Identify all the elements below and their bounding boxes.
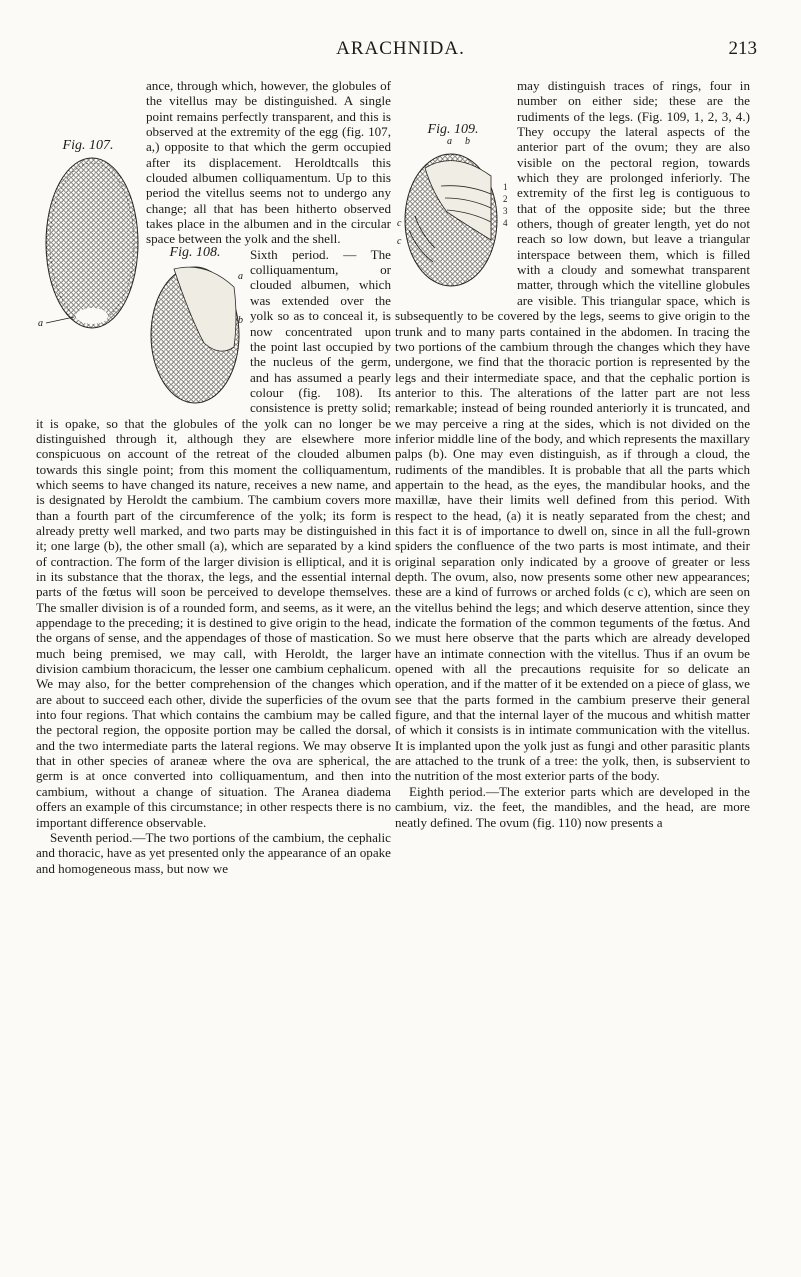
- figure-108: [146, 244, 244, 407]
- running-header: [0, 38, 801, 68]
- figure-109-marker-2: 2: [503, 194, 508, 204]
- figure-109-marker-4: 4: [503, 218, 508, 228]
- left-column: [36, 78, 391, 876]
- left-paragraph-2: Sixth period. — The colliquamentum, or clouded albumen, which was extended over the yolk so as to conceal it, is now concentrated upon the point last occupied by the nucleus of the germ, and has assumed a pearly colour (fig. 108). Its consistence is pretty solid; it is opake, so that the globules of the yolk can no longer be distinguished through it, although they are elsewhere more conspicuous on account of the retreat of the clouded albumen towards this single point; from this moment the colliquamentum, which seems to have changed its nature, receives a new name, and is designated by Heroldt the cambium. The cambium covers more than a fourth part of the circumference of the yolk; its form is already pretty well marked, and two parts may be distinguished in it; one large (b), the other small (a), which are separated by a kind of contraction. The form of the larger division is elliptical, and it is in its substance that the thorax, the legs, and the essential internal parts of the fœtus will soon be perceived to develope themselves. The smaller division is of a rounded form, and seems, as it were, an appendage to the preceding; it is destined to give origin to the head, the organs of sense, and the appendages of those of mastication. So much being premised, we may call, with Heroldt, the larger division cambium thoracicum, the lesser one cambium cephalicum. We may also, for the better comprehension of the changes which are about to succeed each other, divide the superficies of the ovum into four regions. That which contains the cambium may be called the pectoral region, the opposite portion may be called the dorsal, and the two intermediate parts the lateral regions. We may observe that in other species of araneæ where the ova are spherical, the germ is at once converted into colliquamentum, and then into cambium, without a change of situation. The Aranea diadema offers an example of this circumstance; in other respects there is no important difference observable.: [36, 246, 391, 830]
- egg-illustration-109: [395, 124, 511, 294]
- left-paragraph-3: Seventh period.—The two portions of the cambium, the cephalic and thoracic, have as yet presented only the appearance of an opake and homogeneous mass, but now we: [36, 829, 391, 876]
- figure-108-label: Fig. 108.: [169, 244, 221, 260]
- egg-illustration-107: [36, 140, 140, 332]
- figure-109-marker-b: b: [465, 136, 470, 147]
- right-column: [395, 78, 750, 830]
- running-title: ARACHNIDA.: [336, 38, 465, 59]
- page-number: 213: [728, 38, 757, 59]
- figure-109-marker-3: 3: [503, 206, 508, 216]
- egg-illustration-108: [146, 244, 244, 407]
- figure-107-marker-a: a: [38, 318, 43, 329]
- figure-109-marker-1: 1: [503, 182, 508, 192]
- figure-109-marker-c1: c: [397, 218, 402, 229]
- left-paragraph-1: ance, through which, however, the globules of the vitellus may be distinguished. A single point remains perfectly transparent, and this is observed at the extremity of the egg (fig. 107, a,) opposite to that which the germ occupied after its displacement. Heroldtcalls this clouded albumen colliquamentum. Up to this period the vitellus seems not to undergo any change; all that has been hitherto observed takes place in the albumen and in the circular space between the yolk and the shell.: [146, 78, 391, 247]
- right-paragraph-2: Eighth period.—The exterior parts which are developed in the cambium, viz. the feet, the mandibles, and the head, are more neatly defined. The ovum (fig. 110) now presents a: [395, 783, 750, 830]
- figure-109: [395, 124, 511, 294]
- figure-109-marker-c2: c: [397, 236, 402, 247]
- figure-109-marker-a: a: [447, 136, 452, 147]
- figure-107: [36, 140, 140, 332]
- figure-107-label: Fig. 107.: [62, 138, 114, 153]
- right-paragraph-1: may distinguish traces of rings, four in number on either side; these are the rudiments of the legs. (Fig. 109, 1, 2, 3, 4.) They occupy the lateral aspects of the anterior part of the ovum; they are also visible on the pectoral region, towards which they are prolonged inferiorly. The extremity of the first leg is contiguous to that of the opposite side; but the three others, though of greater length, yet do not reach so low down, but leave a triangular interspace between them, which is filled with a cloudy and somewhat transparent matter, through which the vitelline globules are visible. This triangular space, which is subsequently to be covered by the legs, seems to give origin to the trunk and to many parts contained in the abdomen. In tracing the two portions of the cambium through the changes which they have undergone, we find that the thoracic portion is represented by the legs and their intermediate space, and that the cephalic portion is anterior to this. The alterations of the latter part are not less remarkable; instead of being rounded anteriorly it is truncated, and we may perceive a ring at the sides, which is not divided on the inferior middle line of the body, and which represents the maxillary palps (b). One may even distinguish, as if through a cloud, the rudiments of the mandibles. It is probable that all the parts which appertain to the head, as the eyes, the mandibular hooks, and the maxillæ, have their limits well defined from this period. With respect to the head, (a) it is neatly separated from the chest; and this fact it is of importance to dwell on, since in all the full-grown spiders the confluence of the two parts is most intimate, and their original separation only indicated by a groove of greater or less depth. The ovum, also, now presents some other new appearances; these are a kind of furrows or arched folds (c c), which are seen on the vitellus behind the legs; and which deserve attention, since they indicate the formation of the common teguments of the fœtus. And we must here observe that the parts which are already developed have an intimate connection with the vitellus. Thus if an ovum be opened with all the precautions requisite for so delicate an operation, and if the matter of it be extended on a piece of glass, we see that the parts formed in the cambium preserve their general figure, and that the internal layer of the mucous and whitish matter of which it consists is in intimate communication with the vitellus. It is implanted upon the yolk just as fungi and other parasitic plants are attached to the trunk of a tree: the yolk, then, is subservient to the nutrition of the most exterior parts of the body.: [395, 78, 750, 784]
- figure-108-marker-a: a: [238, 270, 243, 282]
- figure-108-marker-b: b: [238, 314, 243, 326]
- figure-109-label: Fig. 109.: [427, 122, 479, 137]
